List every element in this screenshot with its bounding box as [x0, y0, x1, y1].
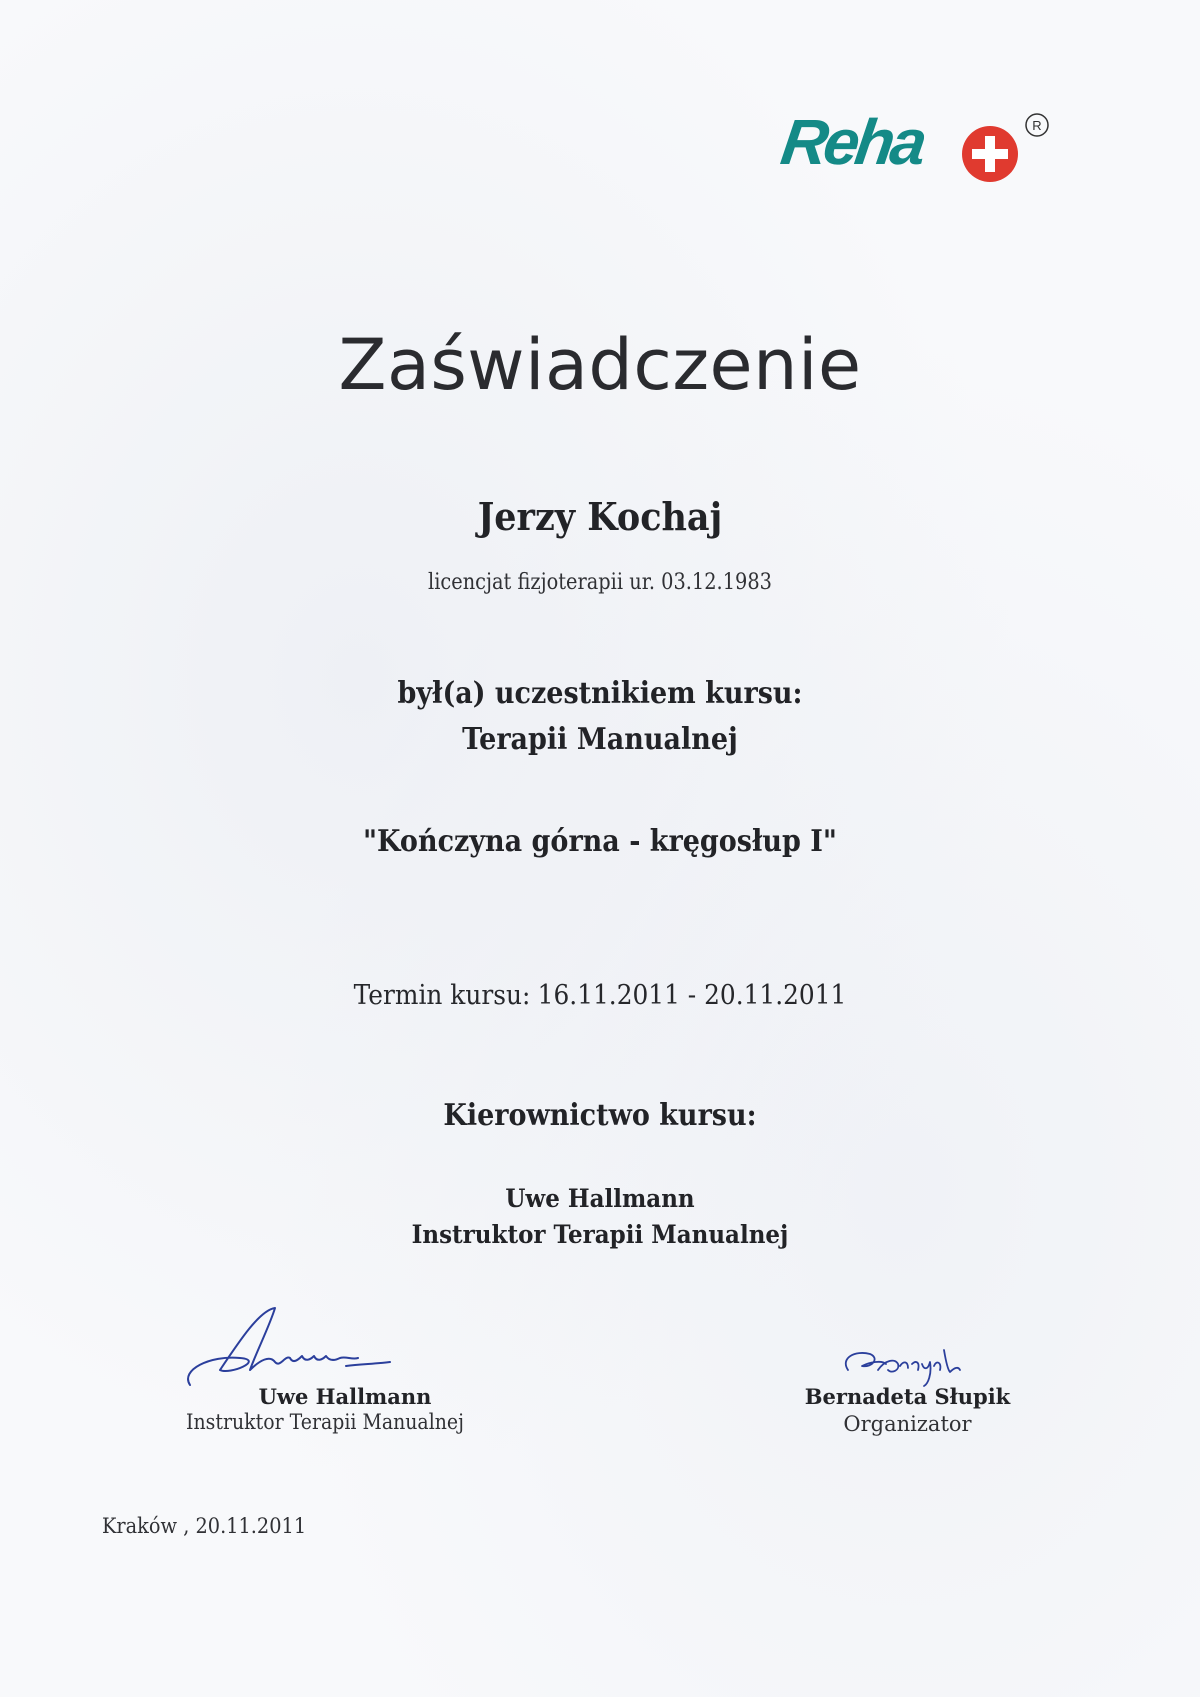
plus-cross-icon — [960, 124, 1020, 184]
reha-logo — [776, 106, 1052, 188]
course-type: Terapii Manualnej — [462, 722, 738, 757]
left-signatory-name: Uwe Hallmann — [258, 1384, 432, 1409]
leader-name: Uwe Hallmann — [505, 1184, 695, 1213]
participation-line: był(a) uczestnikiem kursu: — [397, 676, 803, 711]
left-signatory-role: Instruktor Terapii Manualnej — [186, 1410, 464, 1434]
course-term — [48, 980, 1152, 1011]
leadership-heading: Kierownictwo kursu: — [443, 1098, 757, 1133]
right-signatory-name: Bernadeta Słupik — [804, 1384, 1011, 1409]
certificate-title: Zaświadczenie — [338, 324, 862, 406]
registered-mark-letter: R — [1032, 118, 1042, 133]
instructor-signature — [170, 1300, 410, 1395]
place-and-date: Kraków , 20.11.2011 — [102, 1514, 307, 1538]
signature-block-organizer — [800, 1340, 1015, 1450]
participant-name: Jerzy Kochaj — [477, 494, 723, 539]
signature-block-instructor — [170, 1300, 480, 1450]
participant-details: licencjat fizjoterapii ur. 03.12.1983 — [428, 570, 772, 595]
right-signatory-role: Organizator — [843, 1412, 972, 1436]
registered-mark-icon — [1024, 112, 1050, 138]
course-name: "Kończyna górna - kręgosłup I" — [362, 824, 837, 859]
logo-wordmark: Reha — [776, 106, 928, 178]
leader-title: Instruktor Terapii Manualnej — [411, 1220, 789, 1249]
term-dates: 16.11.2011 - 20.11.2011 — [537, 980, 847, 1011]
term-label: Termin kursu: — [353, 980, 531, 1011]
